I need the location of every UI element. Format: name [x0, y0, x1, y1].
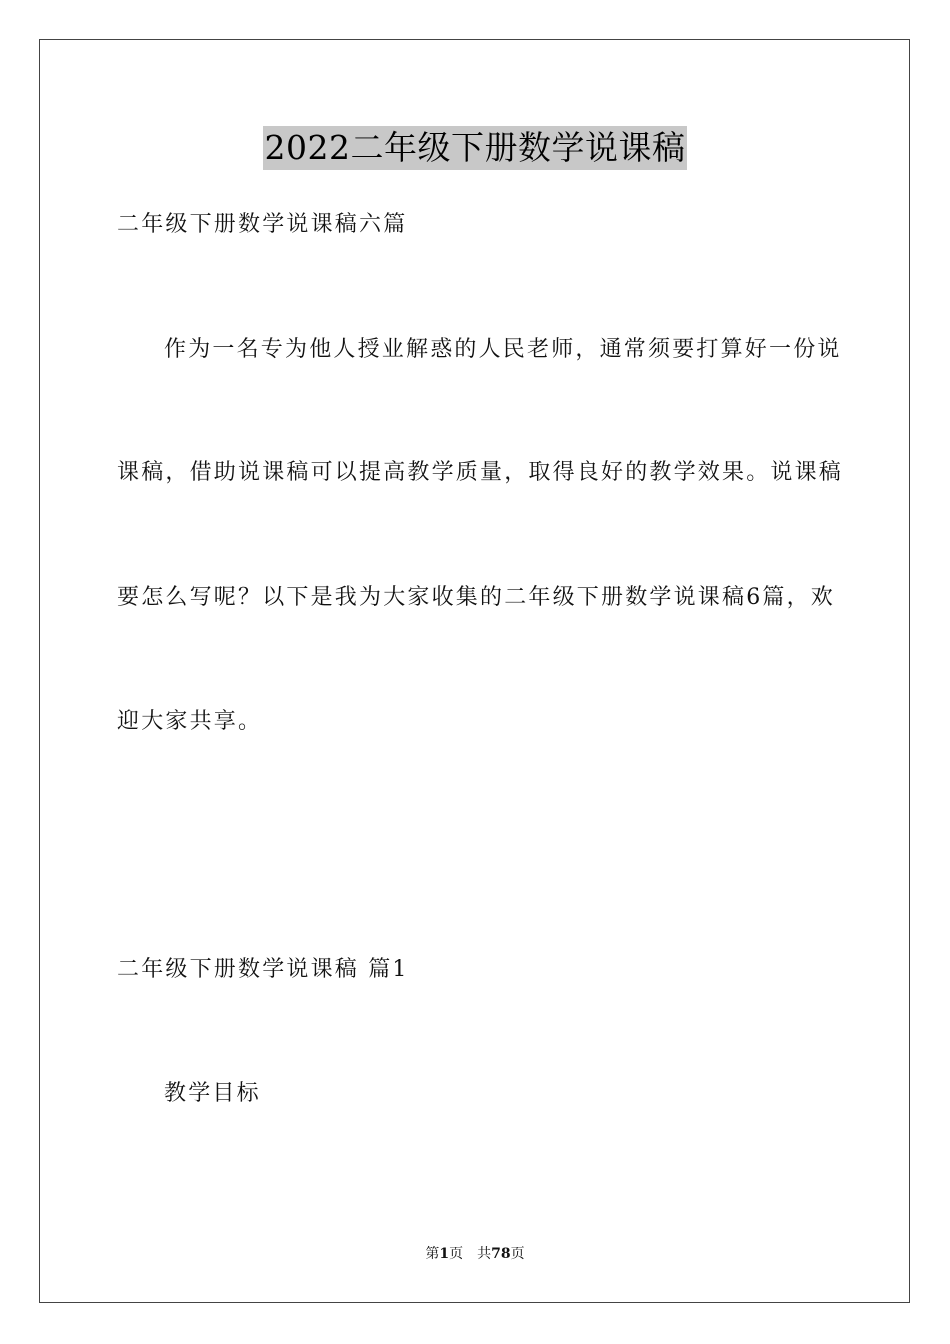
footer-total-suffix: 页 [510, 1246, 525, 1262]
document-subtitle: 二年级下册数学说课稿六篇 [117, 212, 408, 237]
intro-line-3: 要怎么写呢？以下是我为大家收集的二年级下册数学说课稿6篇，欢 [117, 585, 835, 610]
intro-line-2: 课稿，借助说课稿可以提高教学质量，取得良好的教学效果。说课稿 [117, 460, 844, 485]
footer-total-prefix: 共 [477, 1246, 492, 1262]
footer-page-suffix: 页 [449, 1246, 464, 1262]
footer-page-number: 1 [439, 1246, 450, 1262]
intro-line-1: 作为一名专为他人授业解惑的人民老师，通常须要打算好一份说 [164, 337, 842, 362]
title-container [0, 126, 950, 170]
document-title: 2022二年级下册数学说课稿 [263, 126, 688, 170]
page-footer [0, 1244, 950, 1264]
footer-total-pages: 78 [491, 1246, 511, 1262]
intro-line-4: 迎大家共享。 [117, 709, 263, 734]
subsection-heading: 教学目标 [164, 1081, 261, 1106]
footer-page-prefix: 第 [425, 1246, 440, 1262]
section-heading: 二年级下册数学说课稿 篇1 [117, 957, 409, 982]
